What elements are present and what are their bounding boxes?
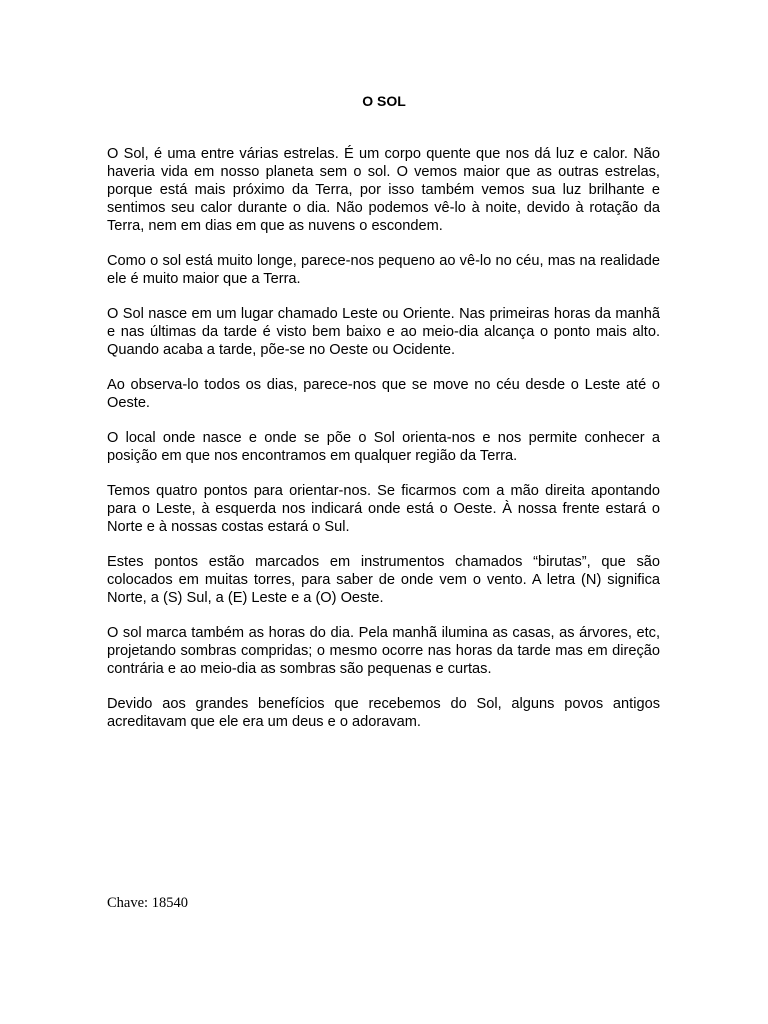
document-body (107, 145, 660, 748)
paragraph: Temos quatro pontos para orientar-nos. Se ficarmos com a mão direita apontando para o Leste, à esquerda nos indicará onde está o Oeste. À nossa frente estará o Norte e à nossas costas estará o Sul. (107, 483, 660, 535)
paragraph: O sol marca também as horas do dia. Pela manhã ilumina as casas, as árvores, etc, projetando sombras compridas; o mesmo ocorre nas horas da tarde mas em direção contrária e ao meio-dia as sombras são pequenas e curtas. (107, 625, 660, 677)
paragraph: Como o sol está muito longe, parece-nos pequeno ao vê-lo no céu, mas na realidade ele é muito maior que a Terra. (107, 253, 660, 287)
paragraph: O local onde nasce e onde se põe o Sol orienta-nos e nos permite conhecer a posição em que nos encontramos em qualquer região da Terra. (107, 430, 660, 464)
paragraph: O Sol, é uma entre várias estrelas. É um corpo quente que nos dá luz e calor. Não haveria vida em nosso planeta sem o sol. O vemos maior que as outras estrelas, porque está mais próximo da Terra, por isso também vemos sua luz brilhante e sentimos seu calor durante o dia. Não podemos vê-lo à noite, devido à rotação da Terra, nem em dias em que as nuvens o escondem. (107, 146, 660, 234)
paragraph: Estes pontos estão marcados em instrumentos chamados “birutas”, que são colocados em muitas torres, para saber de onde vem o vento. A letra (N) significa Norte, a (S) Sul, a (E) Leste e a (O) Oeste. (107, 554, 660, 606)
paragraph: O Sol nasce em um lugar chamado Leste ou Oriente. Nas primeiras horas da manhã e nas últimas da tarde é visto bem baixo e ao meio-dia alcança o ponto mais alto. Quando acaba a tarde, põe-se no Oeste ou Ocidente. (107, 306, 660, 358)
document-key: Chave: 18540 (107, 895, 188, 911)
paragraph: Devido aos grandes benefícios que recebemos do Sol, alguns povos antigos acreditavam que ele era um deus e o adoravam. (107, 696, 660, 730)
paragraph: Ao observa-lo todos os dias, parece-nos que se move no céu desde o Leste até o Oeste. (107, 377, 660, 411)
document-title: O SOL (362, 93, 406, 109)
